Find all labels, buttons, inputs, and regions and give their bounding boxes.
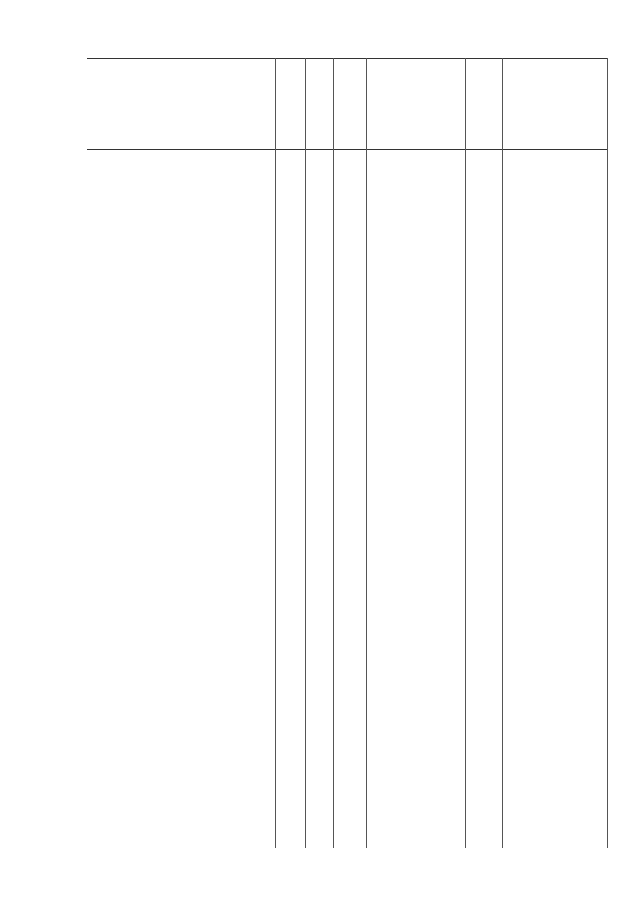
col-divider <box>607 58 608 848</box>
col-divider <box>333 58 334 848</box>
col-divider <box>305 58 306 848</box>
col-divider <box>275 58 276 848</box>
col-divider <box>465 58 466 848</box>
col-divider <box>502 58 503 848</box>
col-divider <box>366 58 367 848</box>
header-name <box>87 58 275 148</box>
header-summa <box>502 58 607 148</box>
